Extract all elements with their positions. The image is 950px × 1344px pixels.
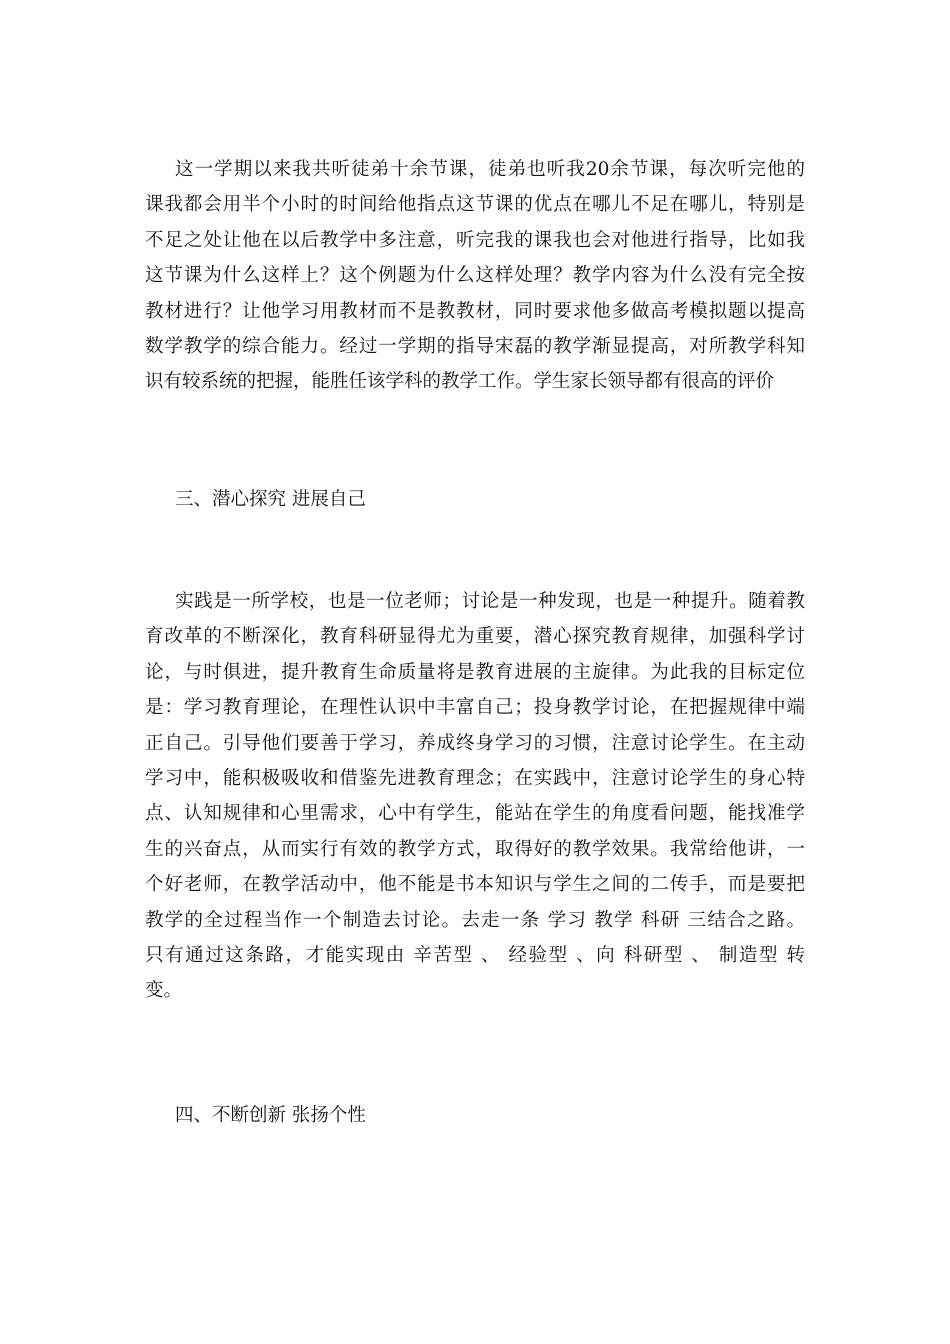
text-line: 这节课为什么这样上？这个例题为什么这样处理？教学内容为什么没有完全按 bbox=[145, 265, 805, 287]
text-line: 数学教学的综合能力。经过一学期的指导宋磊的教学渐显提高，对所教学科知 bbox=[145, 335, 805, 357]
text-line: 点、认知规律和心里需求，心中有学生，能站在学生的角度看问题，能找准学 bbox=[145, 803, 805, 825]
section-heading-3: 三、潜心探究 进展自己 bbox=[175, 489, 366, 510]
text-line: 变。 bbox=[145, 980, 183, 1002]
text-line: 不足之处让他在以后教学中多注意，听完我的课我也会对他进行指导，比如我 bbox=[145, 229, 805, 251]
text-line: 识有较系统的把握，能胜任该学科的教学工作。学生家长领导都有很高的评价 bbox=[145, 371, 775, 393]
section-heading-4: 四、不断创新 张扬个性 bbox=[175, 1105, 366, 1126]
text-line: 生的兴奋点，从而实行有效的教学方式，取得好的教学效果。我常给他讲，一 bbox=[145, 838, 805, 860]
text-line: 课我都会用半个小时的时间给他指点这节课的优点在哪儿不足在哪儿，特别是 bbox=[145, 194, 805, 216]
text-line: 个好老师，在教学活动中，他不能是书本知识与学生之间的二传手，而是要把 bbox=[145, 874, 805, 896]
text-line: 这一学期以来我共听徒弟十余节课，徒弟也听我20余节课，每次听完他的 bbox=[175, 159, 805, 180]
text-line: 正自己。引导他们要善于学习，养成终身学习的习惯，注意讨论学生。在主动 bbox=[145, 732, 805, 754]
text-line: 教学的全过程当作一个制造去讨论。去走一条 学习 教学 科研 三结合之路。 bbox=[145, 909, 805, 931]
paragraph-research bbox=[145, 584, 805, 1009]
text-line: 实践是一所学校，也是一位老师；讨论是一种发现，也是一种提升。随着教 bbox=[175, 591, 805, 612]
text-line: 论，与时俱进，提升教育生命质量将是教育进展的主旋律。为此我的目标定位 bbox=[145, 661, 805, 683]
paragraph-mentoring bbox=[145, 152, 805, 400]
text-line: 育改革的不断深化，教育科研显得尤为重要，潜心探究教育规律，加强科学讨 bbox=[145, 626, 805, 648]
text-line: 是：学习教育理论，在理性认识中丰富自己；投身教学讨论，在把握规律中端 bbox=[145, 697, 805, 719]
text-line: 学习中，能积极吸收和借鉴先进教育理念；在实践中，注意讨论学生的身心特 bbox=[145, 767, 805, 789]
text-line: 教材进行？让他学习用教材而不是教教材，同时要求他多做高考模拟题以提高 bbox=[145, 300, 805, 322]
text-line: 只有通过这条路，才能实现由 辛苦型 、 经验型 、向 科研型 、 制造型 转 bbox=[145, 944, 805, 966]
